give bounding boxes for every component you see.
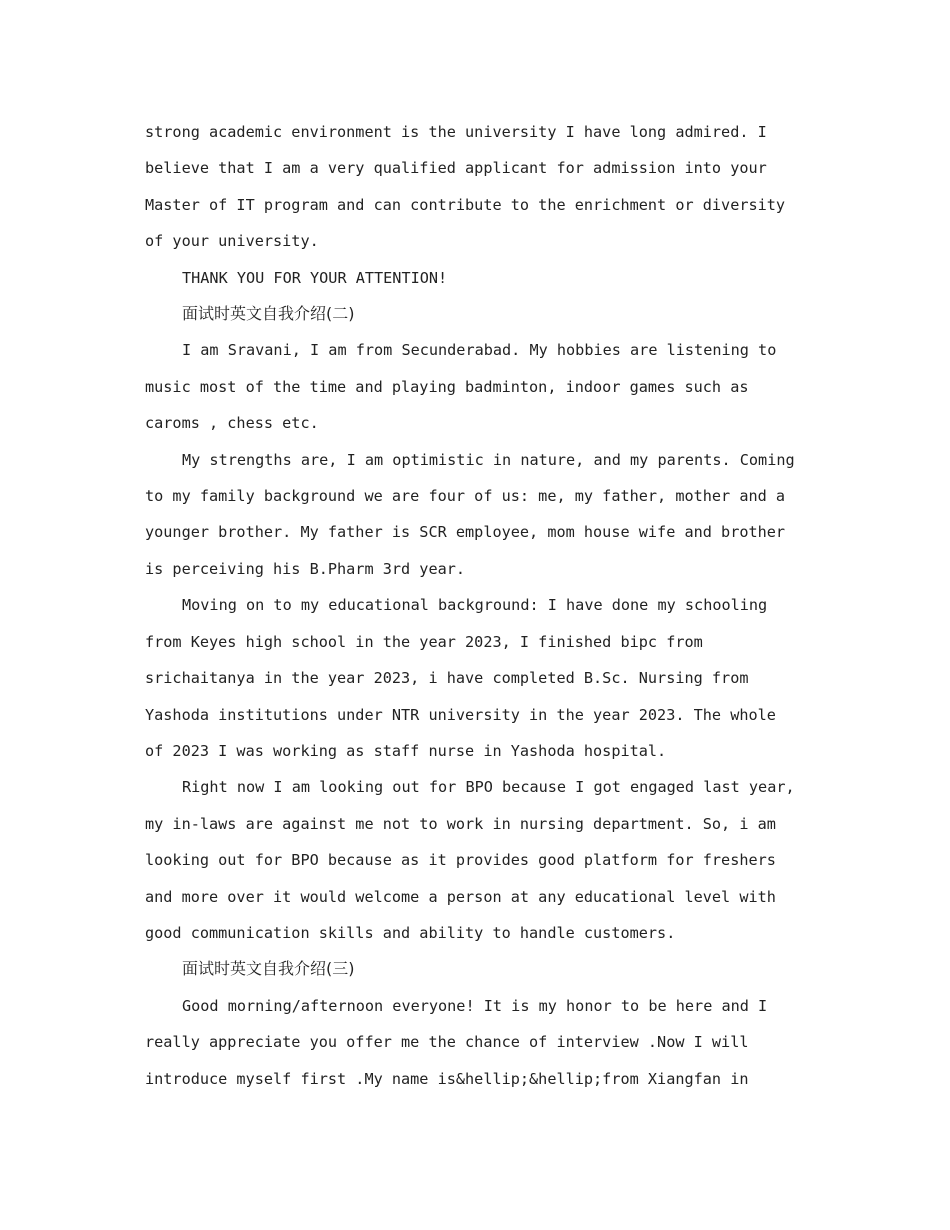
paragraph-hobbies: I am Sravani, I am from Secunderabad. My hobbies are listening to music most of the time and playing badminton, indoor games such as caroms , chess etc.: [145, 341, 777, 433]
section-heading-3: 面试时英文自我介绍(三): [182, 959, 355, 979]
paragraph-closing-statement: strong academic environment is the university I have long admired. I believe that I am a very qualified applicant for admission into your Master of IT program and can contribute to the enrichment or diversity of your university.: [145, 123, 786, 251]
paragraph-family-background: My strengths are, I am optimistic in nature, and my parents. Coming to my family background we are four of us: me, my father, mother and a younger brother. My father is SCR employee, mom house wife and brother is perceiving his B.Pharm 3rd year.: [145, 450, 795, 578]
paragraph-career-goal: Right now I am looking out for BPO because I got engaged last year, my in-laws are against me not to work in nursing department. So, i am looking out for BPO because as it provides good platform for freshers and more over it would welcome a person at any educational level with good communication skills and ability to handle customers.: [145, 778, 795, 942]
section-heading-2: 面试时英文自我介绍(二): [182, 304, 355, 324]
paragraph-greeting: Good morning/afternoon everyone! It is my honor to be here and I really appreciate you offer me the chance of interview .Now I will introduce myself first .My name is&hellip;&hellip;from Xiangfan in: [145, 996, 768, 1088]
document-body: [145, 114, 825, 1097]
paragraph-education: Moving on to my educational background: I have done my schooling from Keyes high school in the year 2023, I finished bipc from srichaitanya in the year 2023, i have completed B.Sc. Nursing from Yashoda institutions under NTR university in the year 2023. The whole of 2023 I was working as staff nurse in Yashoda hospital.: [145, 596, 776, 760]
paragraph-thank-you: THANK YOU FOR YOUR ATTENTION!: [182, 268, 448, 287]
